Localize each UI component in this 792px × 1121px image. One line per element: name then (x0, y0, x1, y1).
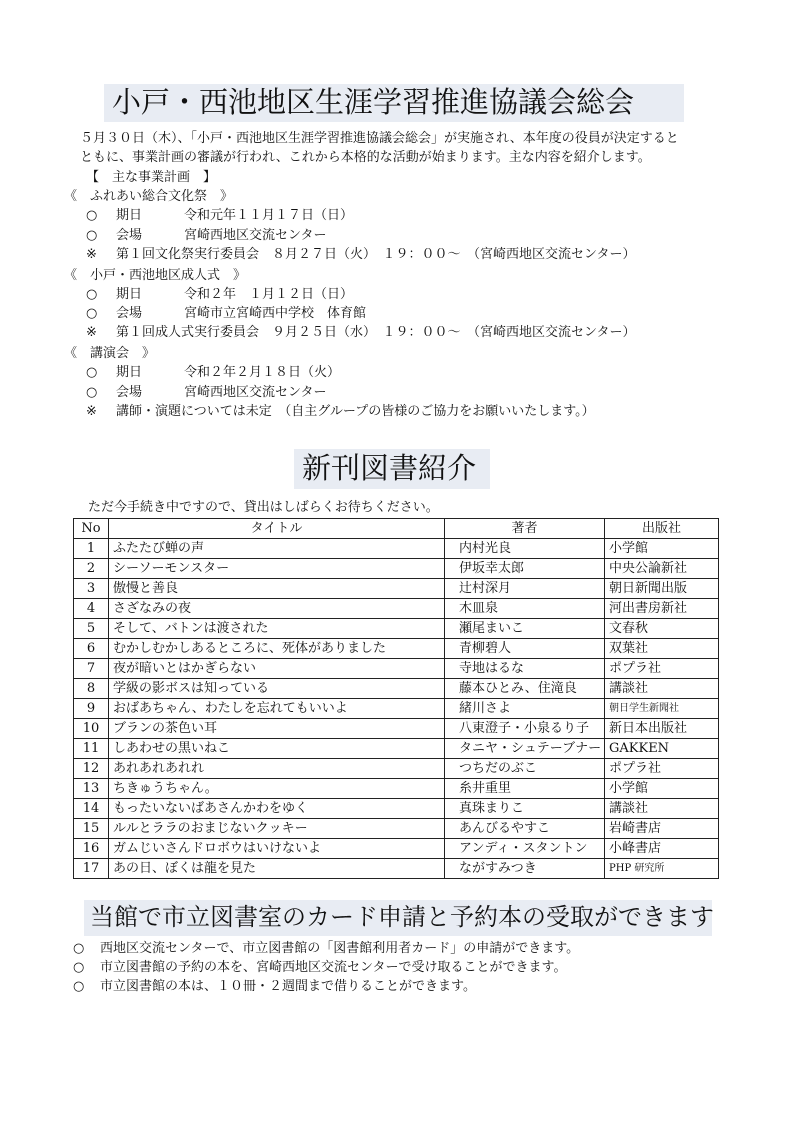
book-publisher: 中央公論新社 (605, 559, 719, 579)
row-label: 会場 (116, 385, 143, 400)
book-title: 学級の影ボスは知っている (109, 679, 445, 699)
book-no: 4 (74, 599, 109, 619)
book-title: ふたたび蝉の声 (109, 539, 445, 559)
row-label: 会場 (116, 306, 143, 321)
table-row (74, 679, 719, 699)
book-publisher: GAKKEN (605, 739, 719, 759)
book-no: 10 (74, 719, 109, 739)
table-row (74, 739, 719, 759)
intro-line-2: ともに、事業計画の審議が行われ、これから本格的な活動が始まります。主な内容を紹介します。 (80, 150, 651, 165)
book-no: 12 (74, 759, 109, 779)
bullet-mark: ○ (86, 365, 98, 380)
book-publisher: 文春秋 (605, 619, 719, 639)
book-author: 青柳碧人 (445, 639, 605, 659)
bullet-mark: ○ (73, 979, 85, 994)
book-no: 9 (74, 699, 109, 719)
book-no: 8 (74, 679, 109, 699)
book-title: 夜が暗いとはかぎらない (109, 659, 445, 679)
book-title: 傲慢と善良 (109, 579, 445, 599)
book-title: さざなみの夜 (109, 599, 445, 619)
book-author: あんびるやすこ (445, 819, 605, 839)
table-row (74, 779, 719, 799)
book-author: アンディ・スタントン (445, 839, 605, 859)
table-row (74, 659, 719, 679)
notice-text: 市立図書館の予約の本を、宮崎西地区交流センターで受け取ることができます。 (100, 960, 567, 975)
header-title: タイトル (109, 519, 445, 539)
event-row (86, 208, 353, 224)
list-item (73, 979, 476, 995)
event-row (86, 385, 326, 401)
table-row (74, 619, 719, 639)
book-author: 辻村深月 (445, 579, 605, 599)
table-row (74, 579, 719, 599)
row-label: 期日 (116, 365, 143, 380)
book-author: ながすみつき (445, 859, 605, 879)
table-row (74, 839, 719, 859)
bullet-mark: ○ (86, 306, 98, 321)
header-publisher: 出版社 (605, 519, 719, 539)
library-card-title: 当館で市立図書室のカード申請と予約本の受取ができます (84, 900, 712, 936)
table-row (74, 719, 719, 739)
book-author: 瀬尾まいこ (445, 619, 605, 639)
table-row (74, 639, 719, 659)
book-publisher: PHP 研究所 (605, 859, 719, 879)
book-publisher: 小学館 (605, 779, 719, 799)
table-row (74, 599, 719, 619)
book-publisher: 新日本出版社 (605, 719, 719, 739)
book-author: 伊坂幸太郎 (445, 559, 605, 579)
book-title: シーソーモンスター (109, 559, 445, 579)
event-row (86, 228, 326, 244)
event-row (86, 404, 595, 420)
row-note: 第１回成人式実行委員会 ９月２５日（水） １９：００〜 （宮崎西地区交流センター） (116, 325, 636, 340)
row-value: 令和元年１１月１７日（日） (184, 208, 354, 223)
book-publisher: 講談社 (605, 799, 719, 819)
list-item (73, 941, 579, 957)
note-mark: ※ (86, 404, 97, 419)
row-note: 第１回文化祭実行委員会 ８月２７日（火） １９：００〜 （宮崎西地区交流センター） (116, 247, 636, 262)
book-no: 16 (74, 839, 109, 859)
event-row (86, 306, 366, 322)
row-value: 令和２年２月１８日（火） (184, 365, 341, 380)
event-row (86, 247, 635, 263)
book-publisher: 講談社 (605, 679, 719, 699)
note-mark: ※ (86, 325, 97, 340)
book-title: そして、バトンは渡された (109, 619, 445, 639)
page-title: 小戸・西池地区生涯学習推進協議会総会 (104, 84, 684, 122)
table-row (74, 559, 719, 579)
header-author: 著者 (445, 519, 605, 539)
book-title: あれあれあれれ (109, 759, 445, 779)
book-title: ルルとララのおまじないクッキー (109, 819, 445, 839)
book-no: 1 (74, 539, 109, 559)
note-mark: ※ (86, 247, 97, 262)
bullet-mark: ○ (86, 208, 98, 223)
book-title: しあわせの黒いねこ (109, 739, 445, 759)
book-publisher: 双葉社 (605, 639, 719, 659)
event-row (86, 325, 635, 341)
row-value: 宮崎市立宮崎西中学校 体育館 (184, 306, 367, 321)
book-publisher: ポプラ社 (605, 759, 719, 779)
book-author: タニヤ・シュテーブナー (445, 739, 605, 759)
book-no: 13 (74, 779, 109, 799)
book-no: 14 (74, 799, 109, 819)
table-row (74, 859, 719, 879)
book-no: 15 (74, 819, 109, 839)
book-title: ちきゅうちゃん。 (109, 779, 445, 799)
book-publisher: 岩崎書店 (605, 819, 719, 839)
table-row (74, 799, 719, 819)
notice-text: 市立図書館の本は、１０冊・２週間まで借りることができます。 (100, 979, 476, 994)
event-row (86, 365, 340, 381)
lending-note: ただ今手続き中ですので、貸出はしばらくお待ちください。 (88, 500, 439, 515)
row-value: 宮崎西地区交流センター (184, 385, 327, 400)
intro-line-1: ５月３０日（木）、「小戸・西池地区生涯学習推進協議会総会」が実施され、本年度の役員が決定すると (80, 131, 679, 146)
book-publisher: 河出書房新社 (605, 599, 719, 619)
book-publisher: 朝日新聞出版 (605, 579, 719, 599)
new-books-table (73, 518, 719, 879)
bullet-mark: ○ (86, 287, 98, 302)
book-title: むかしむかしあるところに、死体がありました (109, 639, 445, 659)
row-value: 令和２年 １月１２日（日） (184, 287, 354, 302)
book-no: 6 (74, 639, 109, 659)
book-author: 緒川さよ (445, 699, 605, 719)
event-name-seijinshiki: 《 小戸・西池地区成人式 》 (64, 268, 247, 283)
book-author: 真珠まりこ (445, 799, 605, 819)
row-label: 会場 (116, 228, 143, 243)
table-header-row (74, 519, 719, 539)
list-item (73, 960, 566, 976)
notice-text: 西地区交流センターで、市立図書館の「図書館利用者カード」の申請ができます。 (100, 941, 580, 956)
book-title: おばあちゃん、わたしを忘れてもいいよ (109, 699, 445, 719)
event-row (86, 287, 353, 303)
table-row (74, 699, 719, 719)
event-name-bunkasai: 《 ふれあい総合文化祭 》 (64, 189, 234, 204)
book-no: 2 (74, 559, 109, 579)
book-author: 木皿泉 (445, 599, 605, 619)
book-no: 3 (74, 579, 109, 599)
book-author: 糸井重里 (445, 779, 605, 799)
book-publisher: 朝日学生新聞社 (605, 699, 719, 719)
book-author: 内村光良 (445, 539, 605, 559)
book-author: 八東澄子・小泉るり子 (445, 719, 605, 739)
table-row (74, 759, 719, 779)
book-no: 17 (74, 859, 109, 879)
book-author: 藤本ひとみ、住滝良 (445, 679, 605, 699)
book-publisher: ポプラ社 (605, 659, 719, 679)
book-author: つちだのぶこ (445, 759, 605, 779)
book-title: ブランの茶色い耳 (109, 719, 445, 739)
plan-heading: 【 主な事業計画 】 (86, 170, 217, 185)
row-label: 期日 (116, 287, 143, 302)
book-no: 5 (74, 619, 109, 639)
table-row (74, 539, 719, 559)
new-books-title: 新刊図書紹介 (294, 449, 490, 489)
book-author: 寺地はるな (445, 659, 605, 679)
bullet-mark: ○ (86, 228, 98, 243)
book-title: もったいないばあさんかわをゆく (109, 799, 445, 819)
row-label: 期日 (116, 208, 143, 223)
row-note: 講師・演題については未定 （自主グループの皆様のご協力をお願いいたします。） (116, 404, 595, 419)
header-no: No (74, 519, 109, 539)
bullet-mark: ○ (73, 960, 85, 975)
bullet-mark: ○ (86, 385, 98, 400)
book-no: 7 (74, 659, 109, 679)
table-row (74, 819, 719, 839)
bullet-mark: ○ (73, 941, 85, 956)
book-no: 11 (74, 739, 109, 759)
book-publisher: 小峰書店 (605, 839, 719, 859)
book-title: あの日、ぼくは龍を見た (109, 859, 445, 879)
book-publisher: 小学館 (605, 539, 719, 559)
book-title: ガムじいさんドロボウはいけないよ (109, 839, 445, 859)
event-name-kouenkai: 《 講演会 》 (64, 346, 156, 361)
row-value: 宮崎西地区交流センター (184, 228, 327, 243)
